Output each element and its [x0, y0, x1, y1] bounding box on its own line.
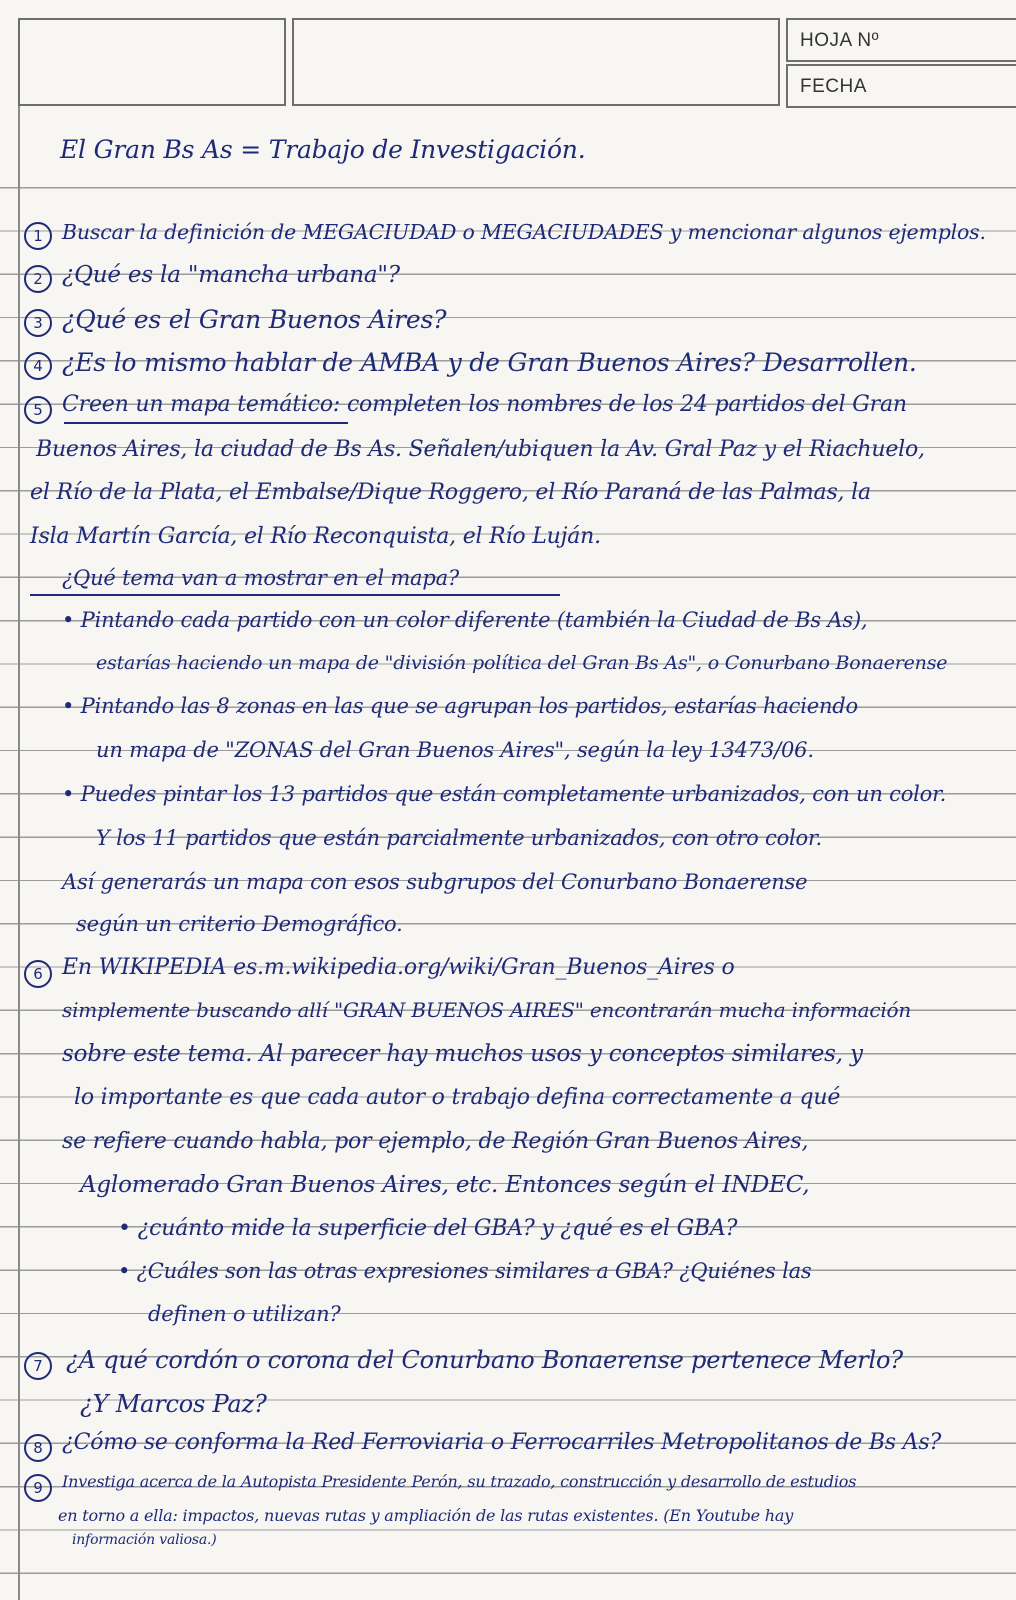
item-number-1: 1 — [24, 222, 52, 250]
item-number-9: 9 — [24, 1474, 52, 1502]
item-6-line-5: se refiere cuando habla, por ejemplo, de Región Gran Buenos Aires, — [62, 1129, 809, 1154]
fecha-box — [786, 64, 1016, 108]
item-6-line-2: simplemente buscando allí "GRAN BUENOS AIRES" encontrarán mucha información — [62, 998, 912, 1022]
page-title: El Gran Bs As = Trabajo de Investigación. — [60, 135, 586, 164]
item-number-8: 8 — [24, 1434, 52, 1462]
item-4-text: ¿Es lo mismo hablar de AMBA y de Gran Buenos Aires? Desarrollen. — [62, 348, 917, 377]
item-number-2: 2 — [24, 265, 52, 293]
item-6-bullet-2-cont: definen o utilizan? — [148, 1302, 341, 1326]
mapa-tematico-underline — [64, 422, 348, 424]
item-7-line-2: ¿Y Marcos Paz? — [80, 1390, 267, 1418]
item-8-text: ¿Cómo se conforma la Red Ferroviaria o Ferrocarriles Metropolitanos de Bs As? — [62, 1430, 942, 1455]
item-5-line-4: Isla Martín García, el Río Reconquista, el Río Luján. — [30, 524, 601, 549]
item-5-line-1: Creen un mapa temático: completen los nombres de los 24 partidos del Gran — [62, 392, 907, 417]
item-number-5: 5 — [24, 396, 52, 424]
header-box-middle — [292, 18, 780, 106]
bullet-3-line-3: Así generarás un mapa con esos subgrupos del Conurbano Bonaerense — [62, 870, 808, 894]
header-box-left — [18, 18, 286, 106]
bullet-3-line-2: Y los 11 partidos que están parcialmente urbanizados, con otro color. — [96, 826, 822, 850]
item-9-line-2: en torno a ella: impactos, nuevas rutas y ampliación de las rutas existentes. (En Youtube hay — [58, 1506, 794, 1525]
map-theme-question: ¿Qué tema van a mostrar en el mapa? — [62, 566, 460, 590]
item-2-text: ¿Qué es la "mancha urbana"? — [62, 262, 400, 288]
item-6-bullet-1: • ¿cuánto mide la superficie del GBA? y ¿qué es el GBA? — [118, 1216, 738, 1241]
bullet-3-line-4: según un criterio Demográfico. — [76, 912, 403, 936]
item-6-line-4: lo importante es que cada autor o trabajo defina correctamente a qué — [74, 1085, 841, 1110]
bullet-2-line-2: un mapa de "ZONAS del Gran Buenos Aires", según la ley 13473/06. — [96, 738, 814, 762]
margin-line — [18, 104, 20, 1600]
bullet-3-line-1: • Puedes pintar los 13 partidos que están completamente urbanizados, con un color. — [62, 782, 947, 806]
item-3-text: ¿Qué es el Gran Buenos Aires? — [62, 305, 447, 334]
hoja-box — [786, 18, 1016, 62]
item-6-line-3: sobre este tema. Al parecer hay muchos usos y conceptos similares, y — [62, 1041, 863, 1067]
bullet-1-line-2: estarías haciendo un mapa de "división política del Gran Bs As", o Conurbano Bonaerense — [96, 652, 948, 674]
bullet-1-line-1: • Pintando cada partido con un color diferente (también la Ciudad de Bs As), — [62, 608, 868, 632]
item-number-6: 6 — [24, 960, 52, 988]
item-9-line-3: información valiosa.) — [72, 1532, 217, 1548]
item-6-line-6: Aglomerado Gran Buenos Aires, etc. Entonces según el INDEC, — [80, 1172, 810, 1198]
item-5-line-3: el Río de la Plata, el Embalse/Dique Roggero, el Río Paraná de las Palmas, la — [30, 480, 871, 505]
item-1-text: Buscar la definición de MEGACIUDAD o MEGACIUDADES y mencionar algunos ejemplos. — [62, 220, 986, 244]
item-number-4: 4 — [24, 352, 52, 380]
item-number-7: 7 — [24, 1352, 52, 1380]
item-9-line-1: Investiga acerca de la Autopista Presidente Perón, su trazado, construcción y desarrollo de estudios — [62, 1472, 857, 1491]
fecha-label: FECHA — [800, 76, 867, 97]
item-5-line-2: Buenos Aires, la ciudad de Bs As. Señalen/ubiquen la Av. Gral Paz y el Riachuelo, — [36, 437, 925, 462]
item-6-bullet-2: • ¿Cuáles son las otras expresiones similares a GBA? ¿Quiénes las — [118, 1259, 812, 1283]
item-number-3: 3 — [24, 309, 52, 337]
map-theme-underline — [30, 594, 560, 596]
item-6-line-1: En WIKIPEDIA es.m.wikipedia.org/wiki/Gran_Buenos_Aires o — [62, 955, 735, 980]
hoja-label: HOJA Nº — [800, 30, 880, 51]
item-7-line-1: ¿A qué cordón o corona del Conurbano Bonaerense pertenece Merlo? — [66, 1346, 903, 1374]
bullet-2-line-1: • Pintando las 8 zonas en las que se agrupan los partidos, estarías haciendo — [62, 694, 858, 718]
